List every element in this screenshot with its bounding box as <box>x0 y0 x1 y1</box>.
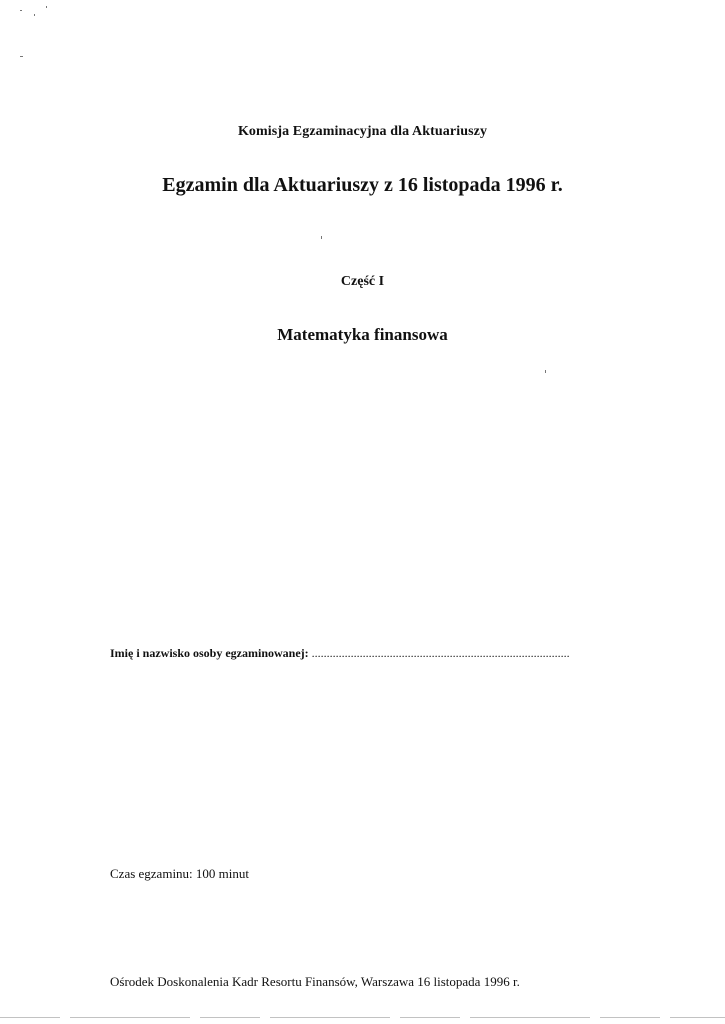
scan-speck <box>20 10 22 11</box>
part-label: Część I <box>340 274 385 289</box>
scan-speck <box>20 56 23 57</box>
examinee-name-label: Imię i nazwisko osoby egzaminowanej: <box>110 646 309 660</box>
scan-speck <box>545 370 546 373</box>
scan-speck <box>46 6 47 8</box>
scan-speck <box>34 14 35 16</box>
examinee-name-line <box>110 646 570 661</box>
bottom-scan-rule <box>0 1017 725 1018</box>
exam-duration: Czas egzaminu: 100 minut <box>110 866 250 881</box>
examinee-name-field[interactable]: ...................................................................................... <box>311 646 570 660</box>
subject-title: Matematyka finansowa <box>277 325 448 344</box>
scan-speck <box>321 236 322 239</box>
committee-heading: Komisja Egzaminacyjna dla Aktuariuszy <box>237 124 488 139</box>
exam-title: Egzamin dla Aktuariuszy z 16 listopada 1996 r. <box>162 174 563 196</box>
footer-issuer: Ośrodek Doskonalenia Kadr Resortu Finansów, Warszawa 16 listopada 1996 r. <box>110 974 520 989</box>
